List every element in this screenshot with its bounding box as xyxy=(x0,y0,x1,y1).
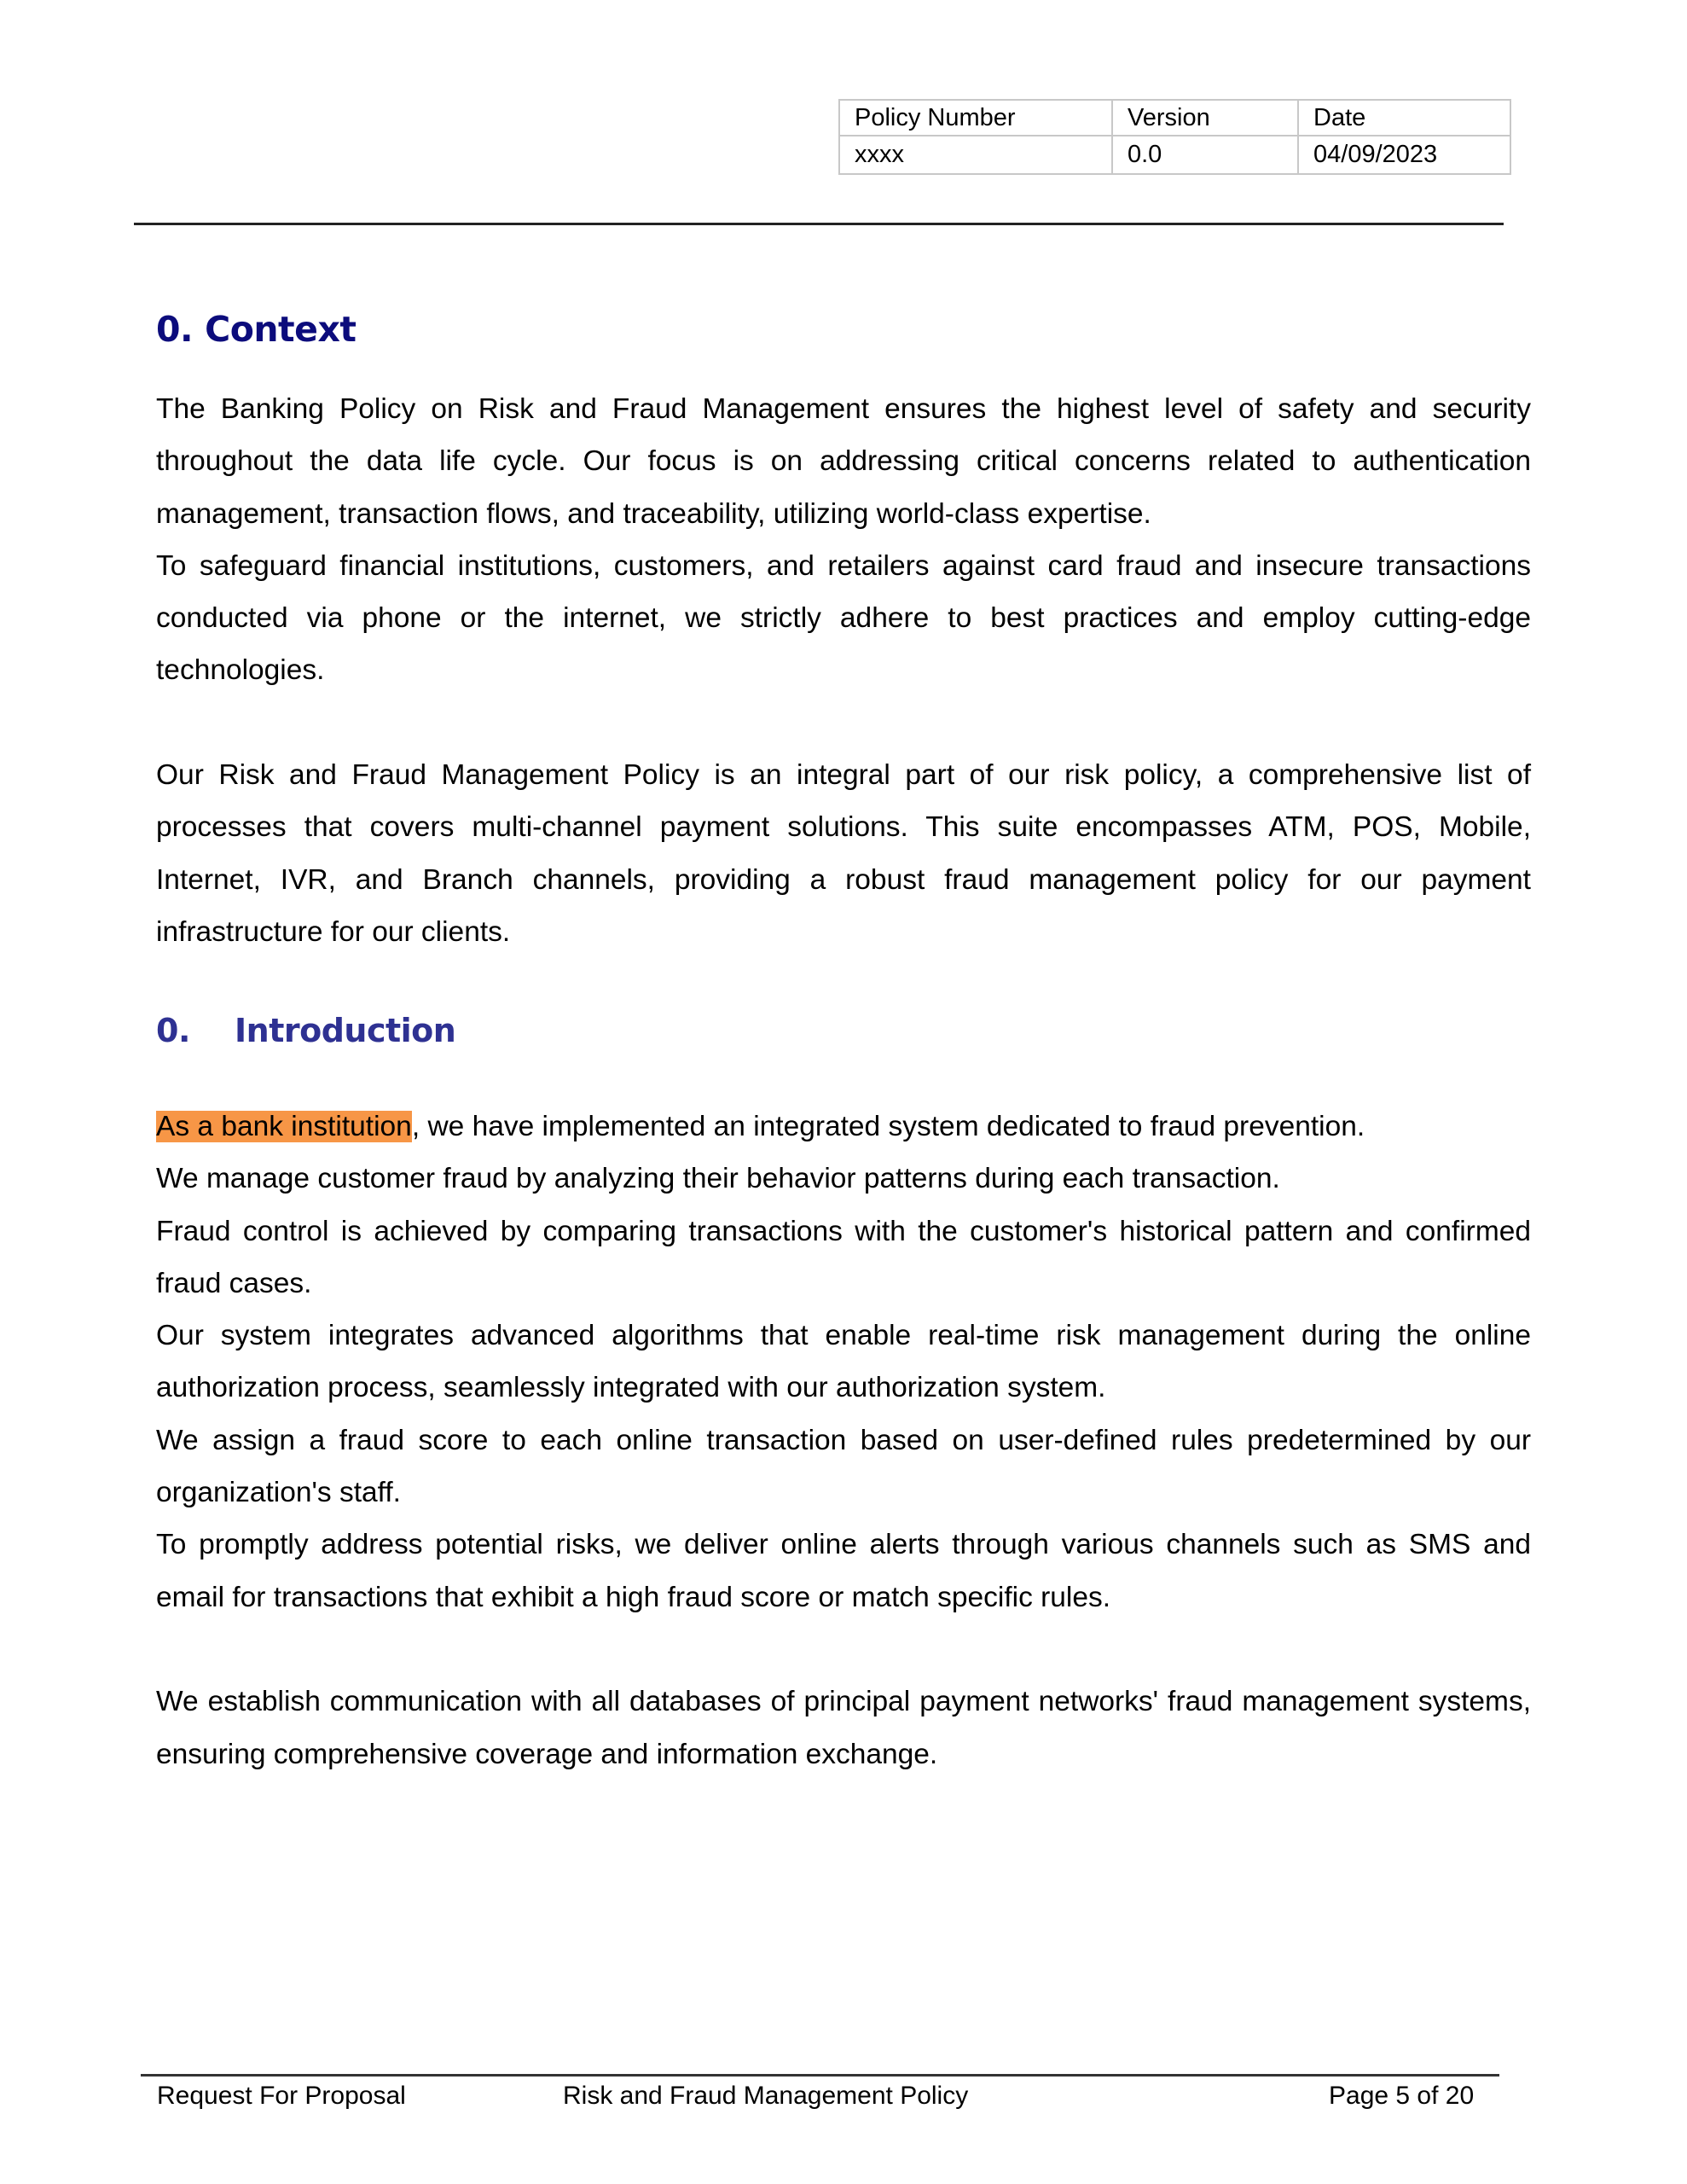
version-value: 0.0 xyxy=(1112,136,1298,174)
footer-document-title: Risk and Fraud Management Policy xyxy=(563,2082,969,2110)
intro-paragraph: We manage customer fraud by analyzing their behavior patterns during each transaction. xyxy=(156,1163,1280,1195)
intro-paragraph: We establish communication with all databases of principal payment networks' fraud management systems, ensuring comprehensive coverage and information exchange. xyxy=(156,1686,1531,1770)
paragraph-gap xyxy=(156,1623,1531,1676)
intro-paragraph: We assign a fraud score to each online transaction based on user-defined rules predetermined by our organization's staff. xyxy=(156,1424,1531,1509)
intro-first-rest: , we have implemented an integrated system dedicated to fraud prevention. xyxy=(411,1111,1365,1142)
policy-meta-table xyxy=(838,99,1511,175)
footer-document-type: Request For Proposal xyxy=(157,2082,406,2110)
policy-number-value: xxxx xyxy=(839,136,1112,174)
policy-number-header: Policy Number xyxy=(839,100,1112,136)
header-divider xyxy=(134,223,1504,225)
section-heading-context xyxy=(156,309,357,350)
meta-value-row xyxy=(839,136,1510,174)
intro-paragraph: To promptly address potential risks, we deliver online alerts through various channels such as SMS and email for transactions that exhibit a high fraud score or match specific rules. xyxy=(156,1529,1531,1613)
date-header: Date xyxy=(1298,100,1510,136)
footer-page-number: Page 5 of 20 xyxy=(1329,2082,1475,2110)
section-number: 0. xyxy=(156,1012,190,1049)
introduction-body xyxy=(156,1101,1531,1780)
highlighted-text[interactable]: As a bank institution xyxy=(156,1111,412,1142)
paragraph-gap xyxy=(156,697,1531,749)
section-title: Context xyxy=(205,309,357,350)
section-number: 0. xyxy=(156,309,194,350)
section-heading-introduction xyxy=(156,1012,455,1049)
intro-paragraph: Our system integrates advanced algorithms that enable real-time risk management during the online authorization process, seamlessly integrated with our authorization system. xyxy=(156,1320,1531,1404)
meta-header-row xyxy=(839,100,1510,136)
intro-paragraph xyxy=(156,1101,1531,1153)
context-paragraph: To safeguard financial institutions, customers, and retailers against card fraud and insecure transactions conducted via phone or the internet, we strictly adhere to best practices and employ cutting-edge technologies. xyxy=(156,549,1531,687)
section-title: Introduction xyxy=(235,1012,456,1049)
version-header: Version xyxy=(1112,100,1298,136)
intro-paragraph: Fraud control is achieved by comparing transactions with the customer's historical pattern and confirmed fraud cases. xyxy=(156,1215,1531,1299)
date-value: 04/09/2023 xyxy=(1298,136,1510,174)
footer-divider xyxy=(141,2074,1499,2077)
context-paragraph: Our Risk and Fraud Management Policy is an integral part of our risk policy, a comprehensive list of processes that covers multi-channel payment solutions. This suite encompasses ATM, POS, Mobile, Internet, IVR, and Branch channels, providing a robust fraud management policy for our payment infrastructure for our clients. xyxy=(156,759,1531,948)
context-paragraph: The Banking Policy on Risk and Fraud Management ensures the highest level of safety and security throughout the data life cycle. Our focus is on addressing critical concerns related to authentication management, transaction flows, and traceability, utilizing world-class expertise. xyxy=(156,393,1531,530)
context-body xyxy=(156,383,1531,958)
